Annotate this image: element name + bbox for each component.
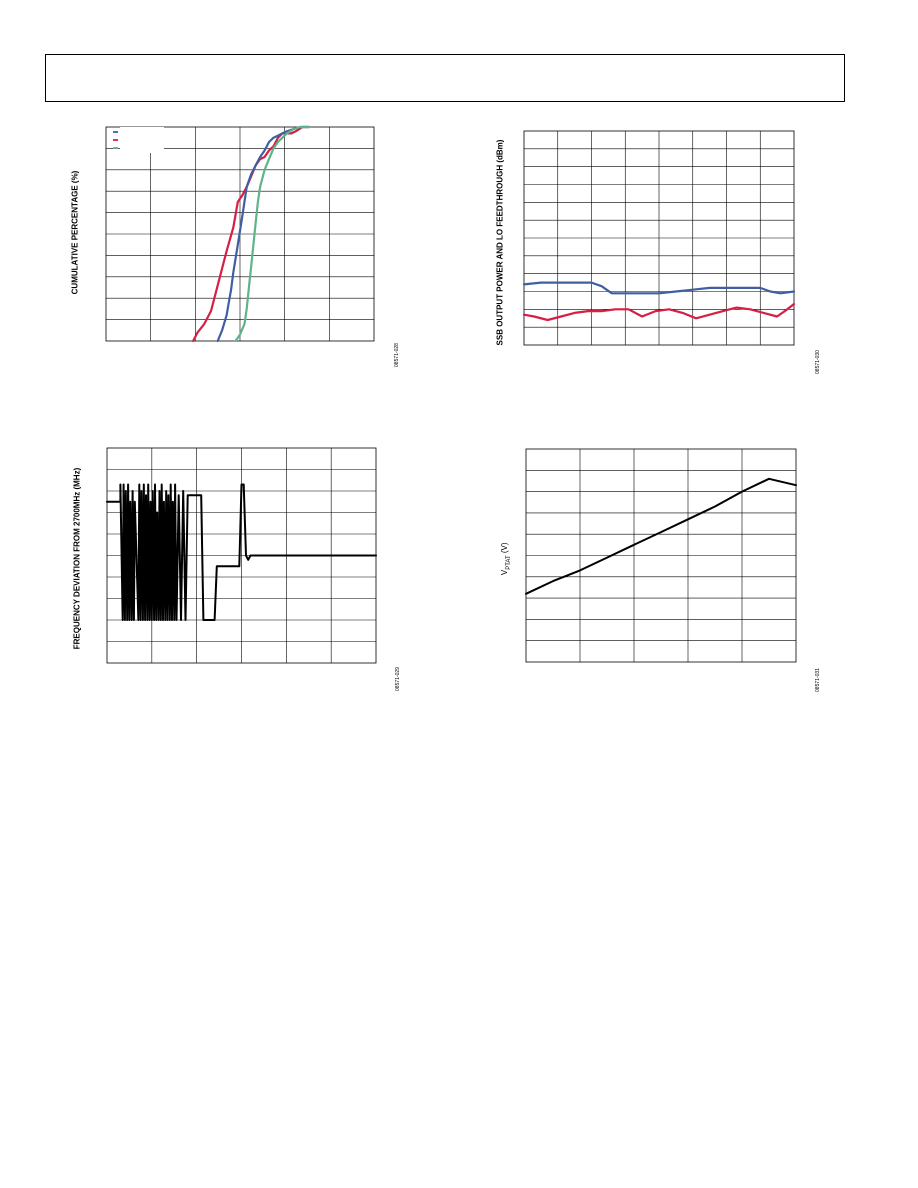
chart3-frequency-deviation (107, 448, 376, 663)
chart2-ylabel: SSB OUTPUT POWER AND LO FEEDTHROUGH (dBm) (495, 139, 505, 346)
chart-grid (524, 131, 794, 345)
chart3-ylabel: FREQUENCY DEVIATION FROM 2700MHz (MHz) (72, 467, 82, 650)
chart2-figure-id: 08571-030 (815, 350, 821, 374)
chart1-ylabel: CUMULATIVE PERCENTAGE (%) (70, 170, 80, 295)
page-header-box (45, 54, 845, 102)
legend-background (120, 127, 164, 153)
chart4-ylabel-sub: PTAT (505, 555, 512, 570)
chart4-vptat (526, 449, 796, 662)
chart4-ylabel (500, 529, 512, 589)
chart-grid (526, 449, 796, 662)
chart1-cumulative-percentage (106, 127, 374, 341)
chart3-figure-id: 08571-029 (395, 667, 401, 691)
chart4-ylabel-main: V (500, 569, 510, 576)
chart1-figure-id: 08571-028 (394, 343, 400, 367)
chart2-ssb-output-power (524, 131, 794, 345)
chart4-ylabel-unit: (V) (500, 542, 510, 556)
chart4-figure-id: 08571-031 (815, 668, 821, 692)
